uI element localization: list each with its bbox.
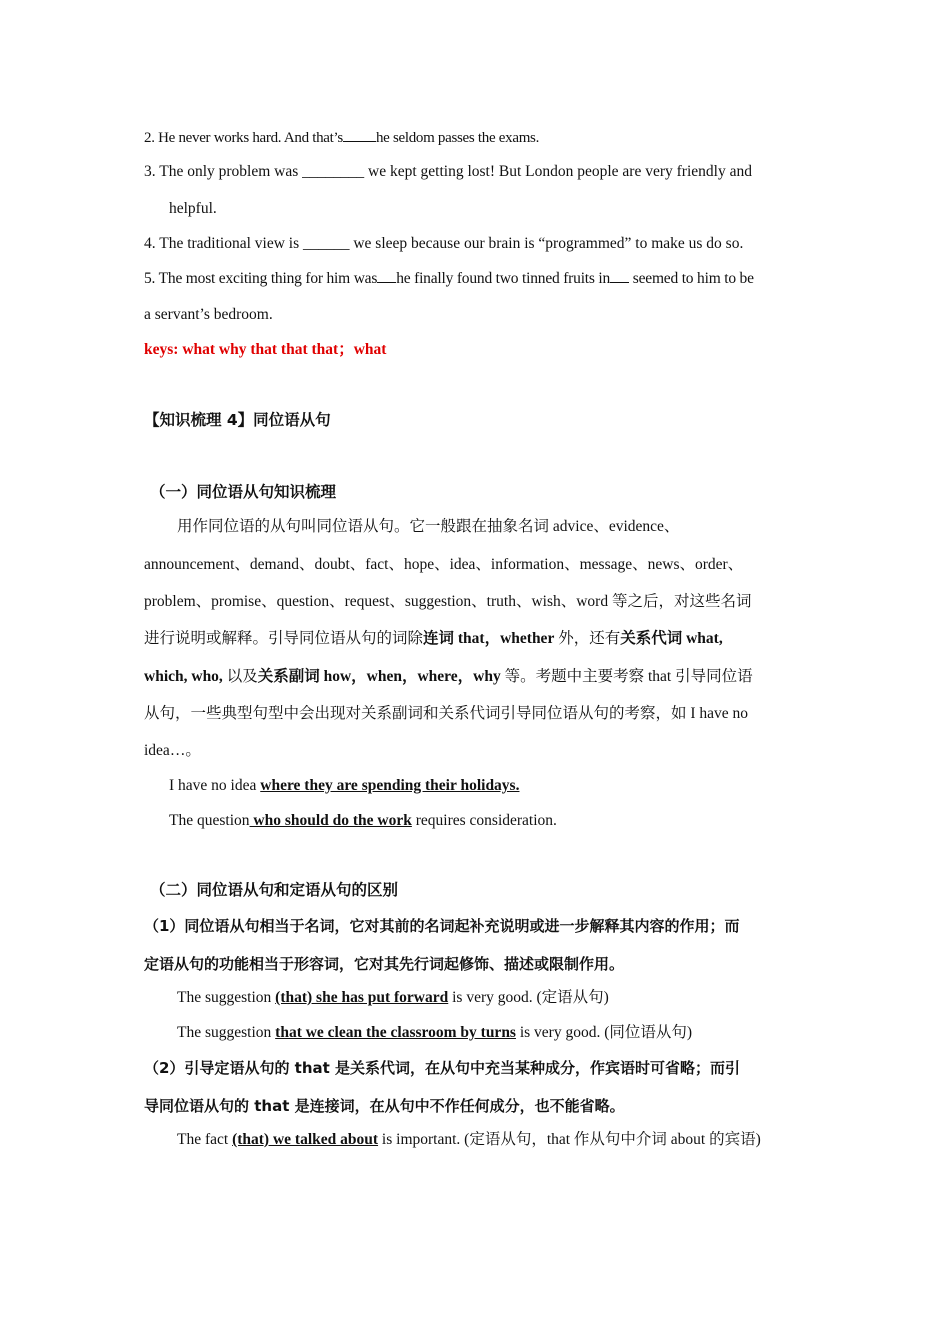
text: The suggestion	[177, 989, 276, 1006]
answer-blank	[343, 127, 376, 142]
bold-text: which, who,	[144, 668, 223, 685]
text: is important. (定语从句，that 作从句中介词 about 的宾语)	[378, 1131, 761, 1148]
part-1-title: （一）同位语从句知识梳理	[150, 483, 337, 501]
answer-blank	[610, 268, 629, 283]
part-1-paragraph-line-6: 从句，一些典型句型中会出现对关系副词和关系代词引导同位语从句的考察，如 I have no	[144, 705, 749, 722]
exercise-5-text-c: seemed to him to be	[629, 270, 754, 287]
underlined-clause: where they are spending their holidays.	[260, 777, 520, 794]
example-3	[177, 988, 609, 1008]
text: The question	[169, 812, 250, 829]
example-5	[177, 1130, 761, 1150]
rule-2-line-2: 导同位语从句的 that 是连接词，在从句中不作任何成分，也不能省略。	[144, 1097, 625, 1115]
exercise-2	[144, 127, 539, 148]
exercise-3-line-2: helpful.	[169, 200, 217, 217]
rule-2-line-1: （2）引导定语从句的 that 是关系代词，在从句中充当某种成分，作宾语时可省略；而引	[144, 1059, 741, 1077]
part-1-paragraph-line-7: idea…。	[144, 742, 201, 759]
underlined-clause: (that) we talked about	[232, 1131, 379, 1148]
example-4	[177, 1023, 692, 1043]
exercise-2-text-a: He never works hard. And that’s	[154, 130, 343, 146]
bold-text: 连词 that，whether	[423, 630, 555, 647]
exercise-4: 4. The traditional view is ______ we sleep because our brain is “programmed” to make us do so.	[144, 235, 744, 252]
exercise-2-number: 2.	[144, 130, 155, 146]
text: 等。考题中主要考察 that 引导同位语	[500, 668, 753, 685]
text: The fact	[177, 1131, 233, 1148]
part-2-title: （二）同位语从句和定语从句的区别	[150, 881, 399, 899]
example-2	[169, 811, 557, 831]
part-1-paragraph-line-2: announcement、demand、doubt、fact、hope、idea、information、message、news、order、	[144, 556, 744, 573]
text: I have no idea	[169, 777, 261, 794]
underlined-clause: (that) she has put forward	[275, 989, 449, 1006]
exercise-5-line-1	[144, 268, 754, 289]
underlined-clause: who should do the work	[249, 812, 412, 829]
exercise-5-text-b: he finally found two tinned fruits in	[396, 270, 611, 287]
section-4-title: 【知识梳理 4】同位语从句	[144, 411, 331, 429]
answer-keys: keys: what why that that that；what	[144, 341, 387, 358]
part-1-paragraph-line-1: 用作同位语的从句叫同位语从句。它一般跟在抽象名词 advice、evidence、	[177, 518, 680, 535]
rule-1-line-2: 定语从句的功能相当于形容词，它对其先行词起修饰、描述或限制作用。	[144, 955, 625, 973]
answer-blank	[377, 268, 396, 283]
part-1-paragraph-line-5	[144, 667, 753, 687]
example-1	[169, 776, 519, 796]
rule-1-line-1: （1）同位语从句相当于名词，它对其前的名词起补充说明或进一步解释其内容的作用；而	[144, 917, 740, 935]
exercise-5-line-2: a servant’s bedroom.	[144, 306, 273, 323]
exercise-2-text-b: he seldom passes the exams.	[375, 130, 540, 146]
exercise-3-line-1: 3. The only problem was ________ we kept getting lost! But London people are very friendly and	[144, 163, 752, 180]
text: is very good. (同位语从句)	[515, 1024, 693, 1041]
text: The suggestion	[177, 1024, 276, 1041]
bold-text: 关系代词 what,	[620, 630, 723, 647]
exercise-5-text-a: 5. The most exciting thing for him was	[144, 270, 378, 287]
text: 进行说明或解释。引导同位语从句的词除	[144, 630, 424, 647]
bold-text: 关系副词 how，when，where，why	[257, 668, 501, 685]
part-1-paragraph-line-4	[144, 629, 723, 649]
text: 外，还有	[554, 630, 621, 647]
text: 以及	[222, 668, 258, 685]
text: is very good. (定语从句)	[448, 989, 609, 1006]
text: requires consideration.	[411, 812, 557, 829]
underlined-clause: that we clean the classroom by turns	[275, 1024, 516, 1041]
part-1-paragraph-line-3: problem、promise、question、request、suggestion、truth、wish、word 等之后，对这些名词	[144, 593, 752, 610]
